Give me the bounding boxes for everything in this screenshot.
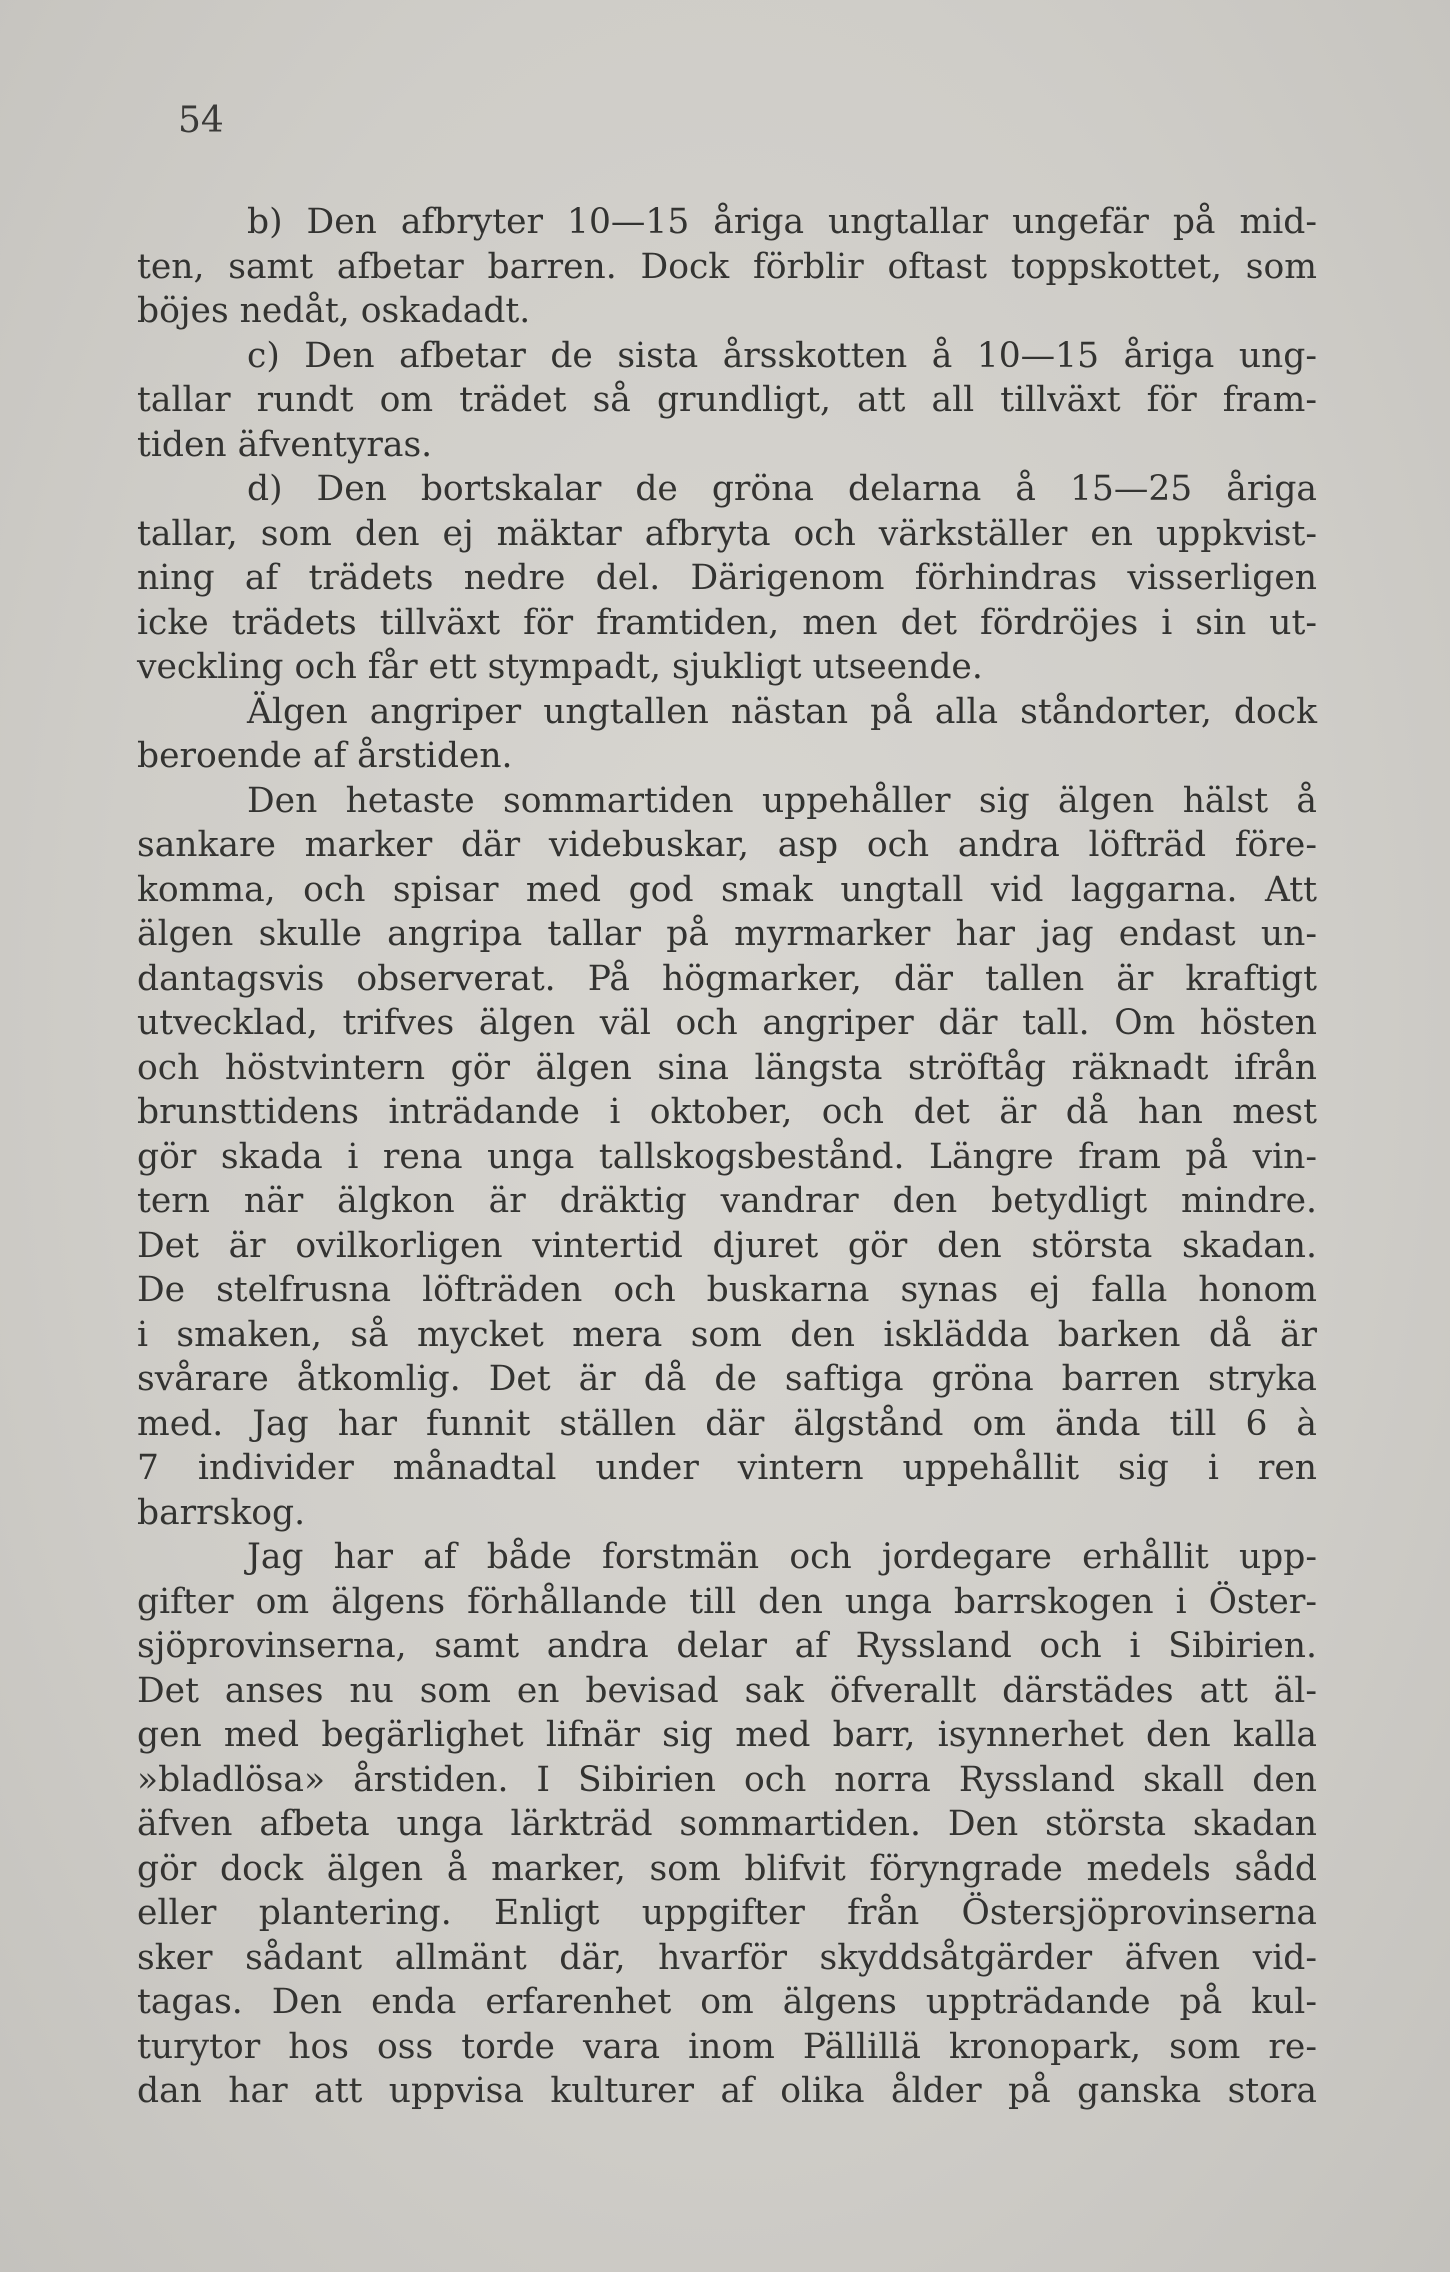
text-line: tallar rundt om trädet så grundligt, att all tillväxt för fram- [137,380,1317,420]
text-line: veckling och får ett stympadt, sjukligt utseende. [137,647,983,687]
text-line: d) Den bortskalar de gröna delarna å 15—25 åriga [247,469,1317,509]
text-line: tiden äfventyras. [137,424,433,465]
text-line: tagas. Den enda erfarenhet om älgens uppträdande på kul- [137,1982,1317,2022]
text-line: c) Den afbetar de sista årsskotten å 10—15 åriga ung- [247,335,1317,376]
text-line: b) Den afbryter 10—15 åriga ungtallar ungefär på mid- [247,202,1317,242]
text-line: ten, samt afbetar barren. Dock förblir oftast toppskottet, som [137,246,1317,287]
text-line: böjes nedåt, oskadadt. [137,291,531,331]
text-line: svårare åtkomlig. Det är då de saftiga gröna barren stryka [137,1359,1317,1399]
text-line: sjöprovinserna, samt andra delar af Ryssland och i Sibirien. [137,1626,1317,1666]
text-line: utvecklad, trifves älgen väl och angriper där tall. Om hösten [137,1003,1317,1043]
text-line: turytor hos oss torde vara inom Pällillä kronopark, som re- [137,2026,1317,2067]
text-line: »bladlösa» årstiden. I Sibirien och norra Ryssland skall den [137,1759,1317,1800]
text-line: icke trädets tillväxt för framtiden, men det fördröjes i sin ut- [137,602,1317,643]
text-line: dantagsvis observerat. På högmarker, där tallen är kraftigt [137,958,1317,999]
text-line: barrskog. [137,1492,306,1533]
text-line: dan har att uppvisa kulturer af olika ålder på ganska stora [137,2071,1317,2111]
text-line: gör skada i rena unga tallskogsbestånd. Längre fram på vin- [137,1136,1317,1177]
text-line: Det anses nu som en bevisad sak öfverallt därstädes att äl- [137,1670,1317,1711]
text-line: tern när älgkon är dräktig vandrar den betydligt mindre. [137,1181,1317,1221]
text-line: äfven afbeta unga lärkträd sommartiden. Den största skadan [137,1804,1317,1844]
text-line: Det är ovilkorligen vintertid djuret gör den största skadan. [137,1225,1317,1266]
text-line: brunsttidens inträdande i oktober, och det är då han mest [137,1092,1317,1132]
text-line: Jag har af både forstmän och jordegare erhållit upp- [247,1537,1317,1577]
text-line: tallar, som den ej mäktar afbryta och värkställer en uppkvist- [137,513,1317,554]
text-line: eller plantering. Enligt uppgifter från Östersjöprovinserna [137,1893,1317,1933]
text-line: och höstvintern gör älgen sina längsta ströftåg räknadt ifrån [137,1047,1317,1088]
text-line: Älgen angriper ungtallen nästan på alla ståndorter, dock [247,691,1317,732]
text-line: gifter om älgens förhållande till den unga barrskogen i Öster- [137,1581,1317,1622]
text-line: i smaken, så mycket mera som den isklädda barken då är [137,1314,1317,1355]
text-line: 7 individer månadtal under vintern uppehållit sig i ren [137,1448,1317,1488]
text-line: De stelfrusna löfträden och buskarna synas ej falla honom [137,1270,1317,1310]
text-line: gen med begärlighet lifnär sig med barr, isynnerhet den kalla [137,1715,1317,1755]
text-line: beroende af årstiden. [137,736,513,776]
text-line: med. Jag har funnit ställen där älgstånd om ända till 6 à [137,1403,1317,1444]
text-line: älgen skulle angripa tallar på myrmarker har jag endast un- [137,914,1317,954]
text-line: komma, och spisar med god smak ungtall vid laggarna. Att [137,869,1317,910]
text-line: ning af trädets nedre del. Därigenom förhindras visserligen [137,558,1317,598]
text-line: Den hetaste sommartiden uppehåller sig älgen hälst å [247,780,1317,821]
text-line: sker sådant allmänt där, hvarför skyddsåtgärder äfven vid- [137,1937,1317,1978]
text-line: sankare marker där videbuskar, asp och andra löfträd före- [137,825,1317,865]
page-number: 54 [178,100,224,141]
text-line: gör dock älgen å marker, som blifvit föryngrade medels sådd [137,1848,1317,1889]
body-text [137,200,1317,2114]
